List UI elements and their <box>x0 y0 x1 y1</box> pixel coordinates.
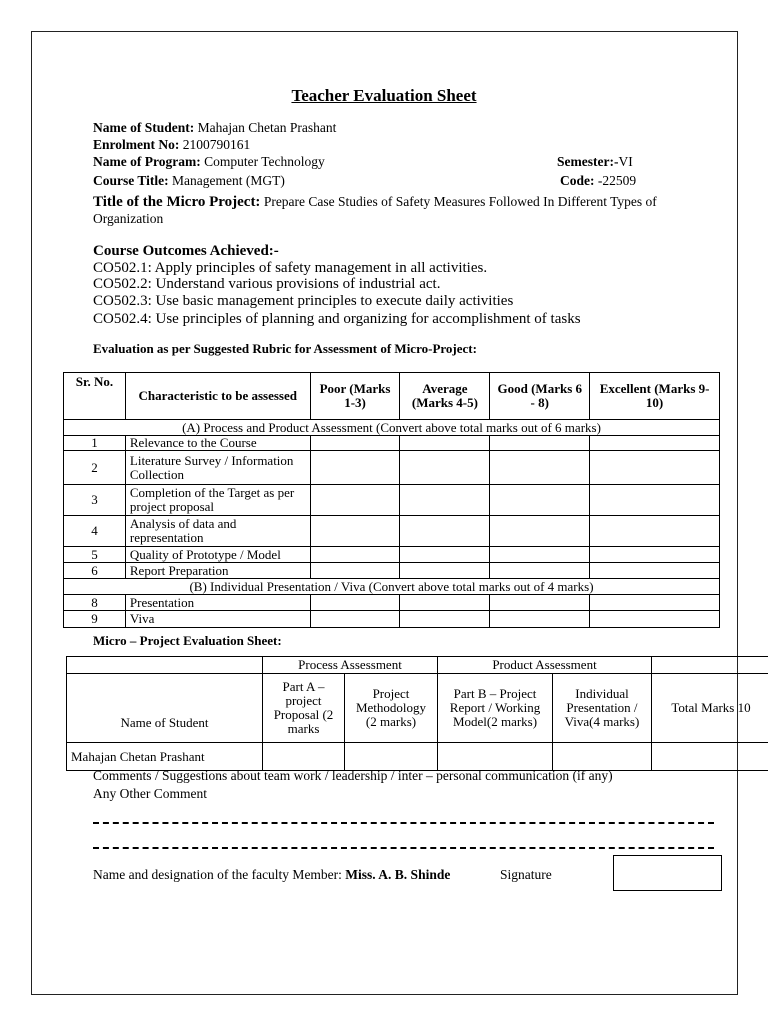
process-assessment: Process Assessment <box>263 657 438 674</box>
marks-cell[interactable] <box>490 451 590 485</box>
characteristic: Viva <box>125 611 310 628</box>
marks-cell[interactable] <box>310 611 400 628</box>
marks-cell[interactable] <box>490 611 590 628</box>
marks-cell[interactable] <box>400 436 490 451</box>
marks-cell[interactable] <box>438 743 553 771</box>
header-student: Name of Student <box>67 674 263 743</box>
table-row <box>64 436 720 451</box>
student-name: Mahajan Chetan Prashant <box>197 120 337 135</box>
marks-cell[interactable] <box>400 485 490 516</box>
marks-cell[interactable] <box>590 485 720 516</box>
characteristic: Analysis of data and representation <box>125 516 310 547</box>
header-part-a: Part A – project Proposal (2 marks <box>263 674 345 743</box>
program-line <box>93 154 325 170</box>
marks-cell[interactable] <box>310 516 400 547</box>
evaluation-heading: Micro – Project Evaluation Sheet: <box>93 633 282 648</box>
outcomes-heading: Course Outcomes Achieved:- <box>93 243 279 259</box>
program: Computer Technology <box>204 154 325 169</box>
marks-cell[interactable] <box>400 451 490 485</box>
marks-cell[interactable] <box>400 595 490 611</box>
marks-cell[interactable] <box>590 595 720 611</box>
marks-cell[interactable] <box>490 485 590 516</box>
characteristic: Relevance to the Course <box>125 436 310 451</box>
header-excellent: Excellent (Marks 9-10) <box>590 373 720 420</box>
enrolment-no: 2100790161 <box>182 137 251 152</box>
characteristic: Completion of the Target as per project proposal <box>125 485 310 516</box>
comments-label: Comments / Suggestions about team work / leadership / inter – personal communication (if any) <box>93 768 613 783</box>
blank-cell <box>652 657 768 674</box>
marks-cell[interactable] <box>400 516 490 547</box>
student-name-cell: Mahajan Chetan Prashant <box>67 743 263 771</box>
label: Course Title: <box>93 173 169 188</box>
sr-no: 9 <box>64 611 126 628</box>
marks-cell[interactable] <box>310 436 400 451</box>
label: Semester:- <box>557 154 619 169</box>
characteristic: Literature Survey / Information Collection <box>125 451 310 485</box>
table-row <box>64 451 720 485</box>
header-part-b: Part B – Project Report / Working Model(2 marks) <box>438 674 553 743</box>
table-row <box>64 547 720 563</box>
project-title-cont: Organization <box>93 211 164 226</box>
table-row <box>64 485 720 516</box>
marks-cell[interactable] <box>590 516 720 547</box>
blank-cell <box>67 657 263 674</box>
comment-line[interactable] <box>93 847 714 849</box>
marks-cell[interactable] <box>590 563 720 579</box>
code-line <box>560 173 636 189</box>
semester: VI <box>618 154 633 169</box>
product-assessment: Product Assessment <box>438 657 652 674</box>
project-title: Prepare Case Studies of Safety Measures Followed In Different Types of <box>263 194 657 209</box>
marks-cell[interactable] <box>652 743 768 771</box>
course-code: -22509 <box>597 173 637 188</box>
marks-cell[interactable] <box>310 485 400 516</box>
table-row <box>64 595 720 611</box>
course-title: Management (MGT) <box>172 173 285 188</box>
marks-cell[interactable] <box>263 743 345 771</box>
rubric-heading: Evaluation as per Suggested Rubric for Assessment of Micro-Project: <box>93 341 477 356</box>
sr-no: 4 <box>64 516 126 547</box>
marks-cell[interactable] <box>590 436 720 451</box>
sr-no: 3 <box>64 485 126 516</box>
marks-cell[interactable] <box>310 563 400 579</box>
header-presentation: Individual Presentation / Viva(4 marks) <box>553 674 652 743</box>
table-row <box>64 611 720 628</box>
outcome-item: CO502.3: Use basic management principles to execute daily activities <box>93 293 514 309</box>
marks-cell[interactable] <box>590 547 720 563</box>
faculty-line <box>93 867 450 883</box>
header-average: Average (Marks 4-5) <box>400 373 490 420</box>
signature-box[interactable] <box>613 855 722 891</box>
marks-cell[interactable] <box>490 547 590 563</box>
header-characteristic: Characteristic to be assessed <box>125 373 310 420</box>
page-title: Teacher Evaluation Sheet <box>291 86 477 105</box>
rubric-table <box>63 372 720 628</box>
sr-no: 8 <box>64 595 126 611</box>
marks-cell[interactable] <box>310 547 400 563</box>
marks-cell[interactable] <box>345 743 438 771</box>
marks-cell[interactable] <box>590 451 720 485</box>
characteristic: Quality of Prototype / Model <box>125 547 310 563</box>
marks-cell[interactable] <box>490 516 590 547</box>
sr-no: 2 <box>64 451 126 485</box>
label: Code: <box>560 173 598 188</box>
marks-cell[interactable] <box>400 563 490 579</box>
label: Enrolment No: <box>93 137 180 152</box>
marks-cell[interactable] <box>310 451 400 485</box>
marks-cell[interactable] <box>490 436 590 451</box>
header-methodology: Project Methodology (2 marks) <box>345 674 438 743</box>
outcome-item: CO502.1: Apply principles of safety management in all activities. <box>93 260 488 276</box>
faculty-label: Name and designation of the faculty Member: <box>93 867 346 882</box>
marks-cell[interactable] <box>400 547 490 563</box>
other-comment-label: Any Other Comment <box>93 786 207 801</box>
marks-cell[interactable] <box>553 743 652 771</box>
label: Name of Student: <box>93 120 195 135</box>
label: Title of the Micro Project: <box>93 194 261 210</box>
characteristic: Report Preparation <box>125 563 310 579</box>
section-a: (A) Process and Product Assessment (Convert above total marks out of 6 marks) <box>64 420 720 436</box>
marks-cell[interactable] <box>490 595 590 611</box>
section-b: (B) Individual Presentation / Viva (Convert above total marks out of 4 marks) <box>64 579 720 595</box>
marks-cell[interactable] <box>310 595 400 611</box>
table-row <box>64 563 720 579</box>
table-header <box>64 373 720 420</box>
faculty-name: Miss. A. B. Shinde <box>345 867 451 882</box>
outcome-item: CO502.2: Understand various provisions of industrial act. <box>93 276 441 292</box>
student-name-line <box>93 120 336 136</box>
marks-cell[interactable] <box>590 611 720 628</box>
sr-no: 5 <box>64 547 126 563</box>
sr-no: 6 <box>64 563 126 579</box>
marks-cell[interactable] <box>400 611 490 628</box>
project-title-line <box>93 194 657 211</box>
sr-no: 1 <box>64 436 126 451</box>
marks-cell[interactable] <box>490 563 590 579</box>
course-line <box>93 173 285 189</box>
enrolment-line <box>93 137 250 153</box>
table-row <box>64 516 720 547</box>
semester-line <box>557 154 633 170</box>
outcome-item: CO502.4: Use principles of planning and organizing for accomplishment of tasks <box>93 311 581 327</box>
header-poor: Poor (Marks 1-3) <box>310 373 400 420</box>
header-good: Good (Marks 6 - 8) <box>490 373 590 420</box>
comment-line[interactable] <box>93 822 714 824</box>
header-total: Total Marks 10 <box>652 674 768 743</box>
evaluation-table <box>66 656 768 771</box>
label: Name of Program: <box>93 154 201 169</box>
characteristic: Presentation <box>125 595 310 611</box>
signature-label: Signature <box>500 867 552 882</box>
header-sr: Sr. No. <box>64 373 126 420</box>
